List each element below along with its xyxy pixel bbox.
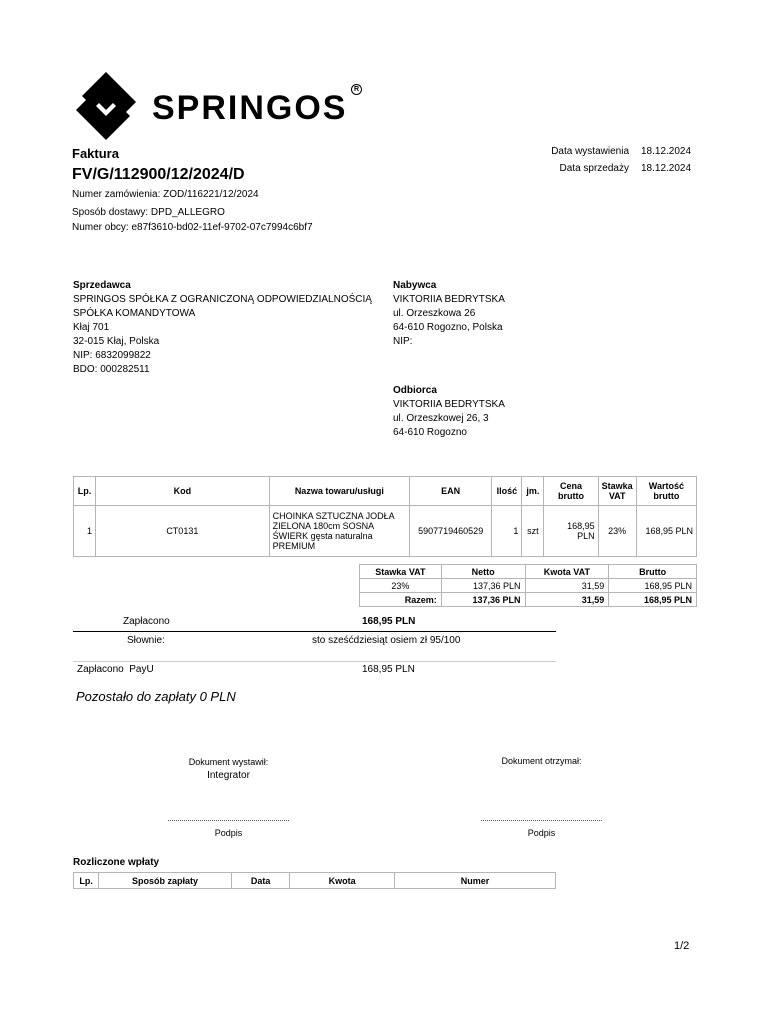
cell-price: 168,95 PLN xyxy=(544,506,598,557)
recipient-line: VIKTORIIA BEDRYTSKA xyxy=(393,399,505,410)
page-number: 1/2 xyxy=(674,940,690,952)
settled-payments-table xyxy=(73,872,556,889)
vat-net: 137,36 PLN xyxy=(441,579,525,593)
buyer-line: 64-610 Rogozno, Polska xyxy=(393,322,503,333)
seller-line: SPÓŁKA KOMANDYTOWA xyxy=(73,308,196,319)
remaining-to-pay: Pozostało do zapłaty 0 PLN xyxy=(76,689,236,704)
buyer-line: ul. Orzeszkowa 26 xyxy=(393,308,476,319)
cell-qty: 1 xyxy=(492,506,522,557)
brand-name: SPRINGOS xyxy=(152,89,348,127)
col-header: jm. xyxy=(522,477,544,506)
sale-date-label: Data sprzedaży xyxy=(559,163,629,174)
springos-logo xyxy=(76,72,136,140)
invoice-number: FV/G/112900/12/2024/D xyxy=(72,166,245,183)
payu-label: Zapłacono PayU xyxy=(77,664,154,675)
vat-gross: 168,95 PLN xyxy=(609,579,697,593)
col-header: Kwota VAT xyxy=(525,565,609,579)
cell-code: CT0131 xyxy=(96,506,270,557)
cell-unit: szt xyxy=(522,506,544,557)
col-header: Lp. xyxy=(74,873,99,889)
seller-line: NIP: 6832099822 xyxy=(73,350,151,361)
cell-lp: 1 xyxy=(74,506,96,557)
sale-date: 18.12.2024 xyxy=(641,163,692,174)
seller-line: BDO: 000282511 xyxy=(73,364,150,375)
total-vat: 31,59 xyxy=(525,593,609,607)
col-header: Numer xyxy=(394,873,555,889)
cell-value: 168,95 PLN xyxy=(636,506,696,557)
seller-line: SPRINGOS SPÓŁKA Z OGRANICZONĄ ODPOWIEDZIALNOŚCIĄ xyxy=(73,294,372,305)
buyer-title: Nabywca xyxy=(393,280,437,291)
col-header: Brutto xyxy=(609,565,697,579)
payments-header-row xyxy=(74,873,556,889)
divider xyxy=(73,661,556,662)
in-words-label: Słownie: xyxy=(127,635,165,646)
divider xyxy=(73,631,556,632)
document-type: Faktura xyxy=(72,146,119,161)
recipient-title: Odbiorca xyxy=(393,385,437,396)
payu-value: 168,95 PLN xyxy=(362,664,415,675)
total-label: Razem: xyxy=(360,593,442,607)
cell-name: CHOINKA SZTUCZNA JODŁA ZIELONA 180cm SOSNA ŚWIERK gęsta naturalna PREMIUM xyxy=(269,506,409,557)
col-header: Stawka VAT xyxy=(598,477,636,506)
seller-title: Sprzedawca xyxy=(73,280,131,291)
seller-line: 32-015 Kłaj, Polska xyxy=(73,336,160,347)
items-header-row xyxy=(74,477,697,506)
signature-caption: Podpis xyxy=(214,828,243,838)
issued-by-name: Integrator xyxy=(207,770,250,781)
buyer-line: NIP: xyxy=(393,336,413,347)
col-header: Nazwa towaru/usługi xyxy=(269,477,409,506)
cell-vat-rate: 23% xyxy=(598,506,636,557)
vat-summary-table xyxy=(359,564,697,607)
signature-caption: Podpis xyxy=(527,828,556,838)
issue-date-label: Data wystawienia xyxy=(551,146,629,157)
paid-label: Zapłacono xyxy=(123,616,170,627)
col-header: Sposób zapłaty xyxy=(99,873,232,889)
issue-date: 18.12.2024 xyxy=(641,146,692,157)
issued-by-label: Dokument wystawił: xyxy=(188,757,269,767)
vat-header-row xyxy=(360,565,697,579)
received-by-label: Dokument otrzymał: xyxy=(501,756,582,766)
buyer-block xyxy=(393,279,505,349)
seller-block xyxy=(73,279,372,377)
recipient-line: 64-610 Rogozno xyxy=(393,427,467,438)
col-header: Kod xyxy=(96,477,270,506)
paid-value: 168,95 PLN xyxy=(362,616,416,627)
col-header: Cena brutto xyxy=(544,477,598,506)
order-number: Numer zamówienia: ZOD/116221/12/2024 xyxy=(72,189,259,200)
col-header: Kwota xyxy=(290,873,395,889)
col-header: Netto xyxy=(441,565,525,579)
col-header: Data xyxy=(231,873,289,889)
cell-ean: 5907719460529 xyxy=(410,506,492,557)
recipient-line: ul. Orzeszkowej 26, 3 xyxy=(393,413,489,424)
registered-mark: R xyxy=(351,84,362,95)
settled-title: Rozliczone wpłaty xyxy=(73,857,160,868)
col-header: EAN xyxy=(410,477,492,506)
in-words-value: sto sześćdziesiąt osiem zł 95/100 xyxy=(312,635,461,646)
col-header: Stawka VAT xyxy=(360,565,442,579)
col-header: Wartość brutto xyxy=(636,477,696,506)
signature-line xyxy=(168,820,289,821)
items-table xyxy=(73,476,697,557)
total-net: 137,36 PLN xyxy=(441,593,525,607)
vat-total-row xyxy=(360,593,697,607)
vat-amount: 31,59 xyxy=(525,579,609,593)
buyer-line: VIKTORIIA BEDRYTSKA xyxy=(393,294,505,305)
total-gross: 168,95 PLN xyxy=(609,593,697,607)
table-row xyxy=(360,579,697,593)
seller-line: Kłaj 701 xyxy=(73,322,110,333)
table-row xyxy=(74,506,697,557)
col-header: Ilość xyxy=(492,477,522,506)
col-header: Lp. xyxy=(74,477,96,506)
vat-rate: 23% xyxy=(360,579,442,593)
foreign-number: Numer obcy: e87f3610-bd02-11ef-9702-07c7994c6bf7 xyxy=(72,222,313,233)
recipient-block xyxy=(393,384,505,440)
signature-line xyxy=(481,820,602,821)
delivery-method: Sposób dostawy: DPD_ALLEGRO xyxy=(72,207,225,218)
